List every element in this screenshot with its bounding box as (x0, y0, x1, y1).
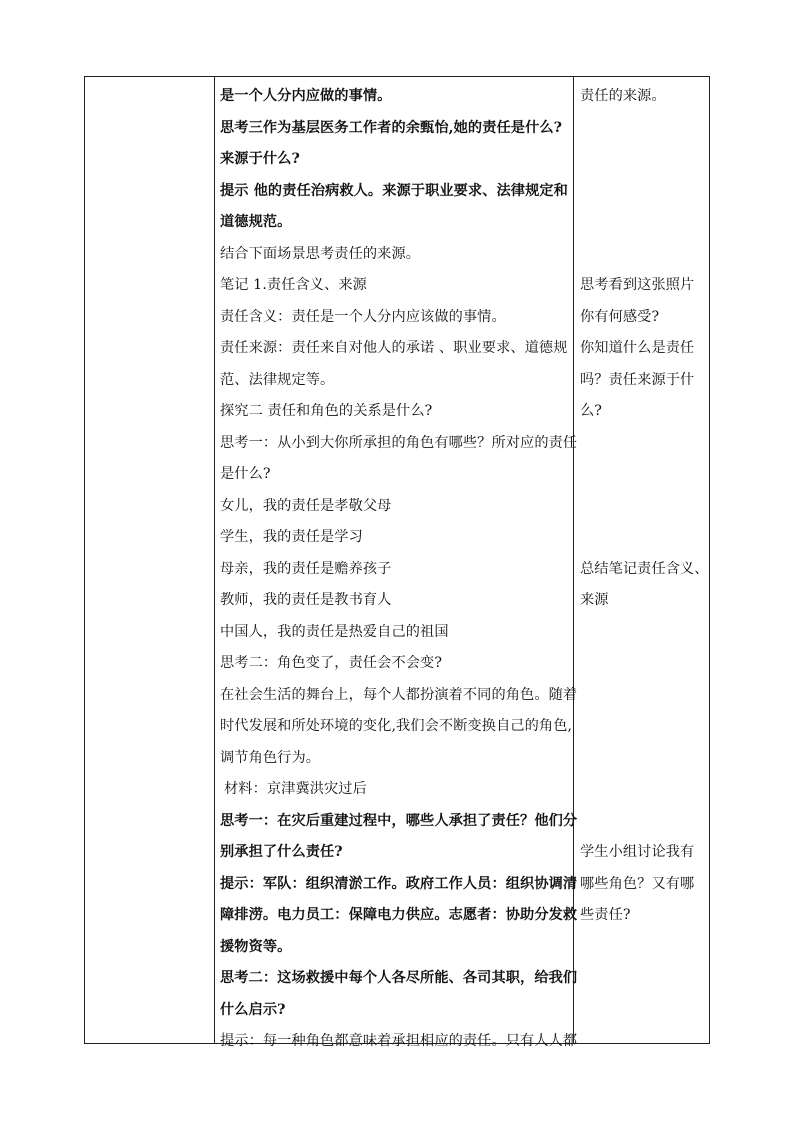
content-line: 思考一：从小到大你所承担的角色有哪些？所对应的责任 (220, 434, 578, 451)
content-line: 材料：京津冀洪灾过后 (224, 781, 367, 797)
content-line: 来源于什么? (220, 151, 300, 167)
content-line: 教师，我的责任是教书育人 (220, 592, 392, 608)
content-line: 思考二：这场救援中每个人各尽所能、各司其职，给我们 (220, 970, 578, 986)
main-content-column (220, 81, 578, 1058)
content-line: 女儿，我的责任是孝敬父母 (220, 497, 392, 514)
content-line: 是一个人分内应做的事情。 (220, 88, 392, 104)
content-line: 母亲，我的责任是赡养孩子 (220, 560, 392, 577)
content-line: 中国人，我的责任是热爱自己的祖国 (220, 623, 449, 640)
column-divider-right (573, 77, 574, 1043)
content-line: 障排涝。电力员工：保障电力供应。志愿者：协助分发救 (220, 907, 578, 923)
note-line: 吗？责任来源于什 (580, 371, 695, 388)
content-line: 探究二 责任和角色的关系是什么? (220, 403, 433, 419)
column-divider-left (214, 77, 215, 1043)
note-block (580, 837, 706, 932)
note-line: 你有何感受? (580, 308, 660, 325)
content-line: 思考二：角色变了，责任会不会变? (220, 655, 443, 671)
content-line: 责任含义：责任是一个人分内应该做的事情。 (220, 308, 506, 325)
note-block (580, 554, 709, 617)
content-line: 笔记 1.责任含义、来源 (220, 277, 367, 293)
note-line: 学生小组讨论我有 (580, 844, 695, 860)
content-line: 提示：每一种角色都意味着承担相应的责任。只有人人都 (220, 1033, 578, 1049)
note-line: 来源 (580, 592, 609, 608)
content-line: 学生，我的责任是学习 (220, 529, 363, 545)
content-line: 责任来源：责任来自对他人的承诺 、职业要求、道德规 (220, 340, 568, 356)
content-line: 调节角色行为。 (220, 749, 321, 766)
content-line: 思考三作为基层医务工作者的余甄怡,她的责任是什么? (220, 119, 563, 136)
note-line: 思考看到这张照片 (580, 277, 695, 293)
content-line: 结合下面场景思考责任的来源。 (220, 245, 421, 262)
content-line: 是什么? (220, 466, 271, 482)
note-block (580, 81, 706, 113)
content-line: 道德规范。 (220, 214, 292, 230)
content-line: 范、法律规定等。 (220, 371, 335, 388)
note-block (580, 270, 706, 428)
content-line: 别承担了什么责任? (220, 844, 343, 860)
note-line: 么? (580, 403, 602, 419)
lesson-plan-table (84, 76, 710, 1049)
note-line: 些责任? (580, 907, 631, 923)
note-line: 责任的来源。 (580, 88, 666, 104)
content-line: 提示：军队：组织清淤工作。政府工作人员：组织协调清 (220, 875, 578, 892)
content-line: 时代发展和所处环境的变化,我们会不断变换自己的角色, (220, 718, 573, 734)
content-line: 什么启示? (220, 1001, 286, 1018)
note-line: 哪些角色？又有哪 (580, 875, 695, 892)
content-line: 提示 他的责任治病救人。来源于职业要求、法律规定和 (220, 182, 568, 199)
note-line: 你知道什么是责任 (580, 340, 695, 356)
content-line: 在社会生活的舞台上，每个人都扮演着不同的角色。随着 (220, 686, 578, 703)
content-line: 思考一：在灾后重建过程中，哪些人承担了责任？他们分 (220, 812, 578, 829)
content-line: 援物资等。 (220, 938, 292, 955)
note-line: 总结笔记责任含义、 (580, 560, 709, 577)
